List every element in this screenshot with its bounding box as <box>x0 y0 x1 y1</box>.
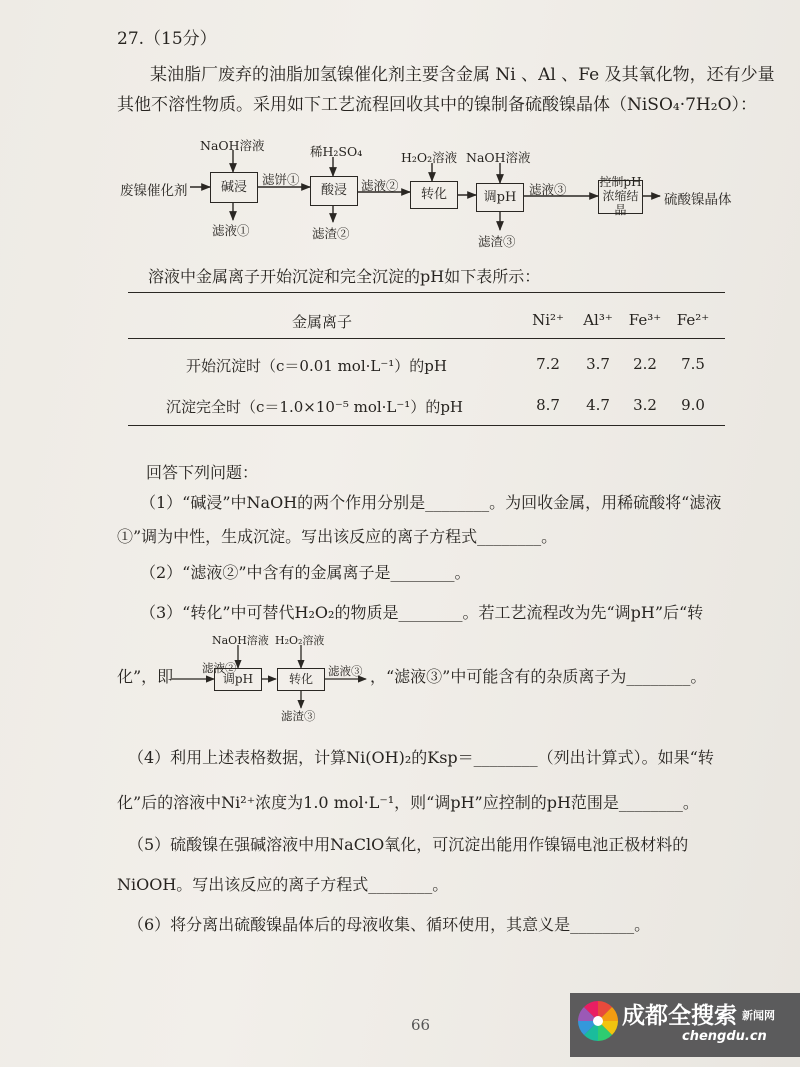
table-cell: 7.2 <box>536 355 560 373</box>
answer-intro: 回答下列问题： <box>146 463 259 482</box>
question-3-line-2-right: ，“滤液③”中可能含有的杂质离子为________。 <box>370 667 707 686</box>
flow-step3-reagent: H₂O₂溶液 <box>401 150 458 165</box>
flow-step5-line2: 浓缩结晶 <box>602 189 639 217</box>
table-header-ion: Al³⁺ <box>583 311 613 329</box>
page-number: 66 <box>411 1016 431 1034</box>
flow-step4-residue: 滤渣③ <box>478 234 516 249</box>
flow-step-alkali-leach: 碱浸 <box>210 172 258 203</box>
flow-step4-reagent: NaOH溶液 <box>466 150 531 165</box>
question-heading: 27.（15分） <box>117 29 217 49</box>
flow-step2-residue: 滤渣② <box>312 226 350 241</box>
watermark-name: 成都全搜索 <box>622 1003 737 1029</box>
table-header-ion: Ni²⁺ <box>532 311 564 329</box>
table-cell: 3.2 <box>633 396 657 414</box>
table-row-label: 开始沉淀时（c＝0.01 mol·L⁻¹）的pH <box>186 357 447 375</box>
table-cell: 8.7 <box>536 396 560 414</box>
question-5-line-1: （5）硫酸镍在强碱溶液中用NaClO氧化，可沉淀出能用作镍镉电池正极材料的 <box>128 835 689 854</box>
mini-flow-residue: 滤渣③ <box>281 709 316 723</box>
table-cell: 3.7 <box>586 355 610 373</box>
question-3-line-2-left: 化”，即 <box>117 667 174 686</box>
table-caption: 溶液中金属离子开始沉淀和完全沉淀的pH如下表所示： <box>148 267 541 286</box>
table-cell: 2.2 <box>633 355 657 373</box>
table-header-ion: Fe³⁺ <box>628 311 662 329</box>
table-cell: 9.0 <box>681 396 705 414</box>
mini-flow-box1-reagent: NaOH溶液 <box>212 634 269 647</box>
question-2: （2）“滤液②”中含有的金属离子是________。 <box>140 563 471 582</box>
flow-start-label: 废镍催化剂 <box>120 183 188 199</box>
site-watermark <box>570 993 800 1057</box>
watermark-url: chengdu.cn <box>682 1029 767 1044</box>
flow-step-adjust-ph: 调pH <box>476 183 524 212</box>
flow-step-conversion: 转化 <box>410 181 458 209</box>
flow-product-label: 硫酸镍晶体 <box>664 192 732 208</box>
table-row-label: 沉淀完全时（c＝1.0×10⁻⁵ mol·L⁻¹）的pH <box>166 398 464 416</box>
flow-step1-reagent: NaOH溶液 <box>200 138 265 153</box>
table-cell: 4.7 <box>586 396 610 414</box>
flow-step5-line1: 控制pH <box>599 175 642 190</box>
question-6: （6）将分离出硫酸镍晶体后的母液收集、循环使用，其意义是________。 <box>128 915 651 934</box>
pinwheel-logo-icon <box>576 999 620 1043</box>
intro-line-2: 其他不溶性物质。采用如下工艺流程回收其中的镍制备硫酸镍晶体（NiSO₄·7H₂O）： <box>117 95 758 115</box>
flow-step4-filtrate: 滤液③ <box>529 182 567 197</box>
table-cell: 7.5 <box>681 355 705 373</box>
question-1-line-2: ①”调为中性，生成沉淀。写出该反应的离子方程式________。 <box>117 527 558 546</box>
intro-line-1: 某油脂厂废弃的油脂加氢镍催化剂主要含金属 Ni 、Al 、Fe 及其氧化物，还有少量 <box>150 65 775 85</box>
flow-step2-filtrate: 滤液② <box>361 178 399 193</box>
flow-step1-solid: 滤饼① <box>262 172 300 187</box>
flow-step-acid-leach: 酸浸 <box>310 176 358 206</box>
mini-flow-conversion: 转化 <box>277 668 325 691</box>
question-4-line-2: 化”后的溶液中Ni²⁺浓度为1.0 mol·L⁻¹，则“调pH”应控制的pH范围是________。 <box>117 793 699 812</box>
mini-flow-box2-reagent: H₂O₂溶液 <box>275 634 325 647</box>
question-5-line-2: NiOOH。写出该反应的离子方程式________。 <box>117 875 449 894</box>
table-header-ion: Fe²⁺ <box>676 311 710 329</box>
mini-flow-adjust-ph: 调pH <box>214 668 262 691</box>
flow-step1-filtrate: 滤液① <box>212 223 250 238</box>
question-1-line-1: （1）“碱浸”中NaOH的两个作用分别是________。为回收金属，用稀硫酸将“滤液 <box>140 493 722 512</box>
mini-flow-in-label: 滤液② <box>202 661 237 675</box>
table-header-label: 金属离子 <box>292 313 353 331</box>
watermark-sub: 新闻网 <box>742 1009 775 1022</box>
question-3-line-1: （3）“转化”中可替代H₂O₂的物质是________。若工艺流程改为先“调pH”后“转 <box>140 603 704 622</box>
flow-step2-reagent: 稀H₂SO₄ <box>310 144 363 159</box>
question-4-line-1: （4）利用上述表格数据，计算Ni(OH)₂的Ksp＝________（列出计算式）。如果“转 <box>128 748 714 767</box>
mini-flow-out-label: 滤液③ <box>328 664 363 678</box>
